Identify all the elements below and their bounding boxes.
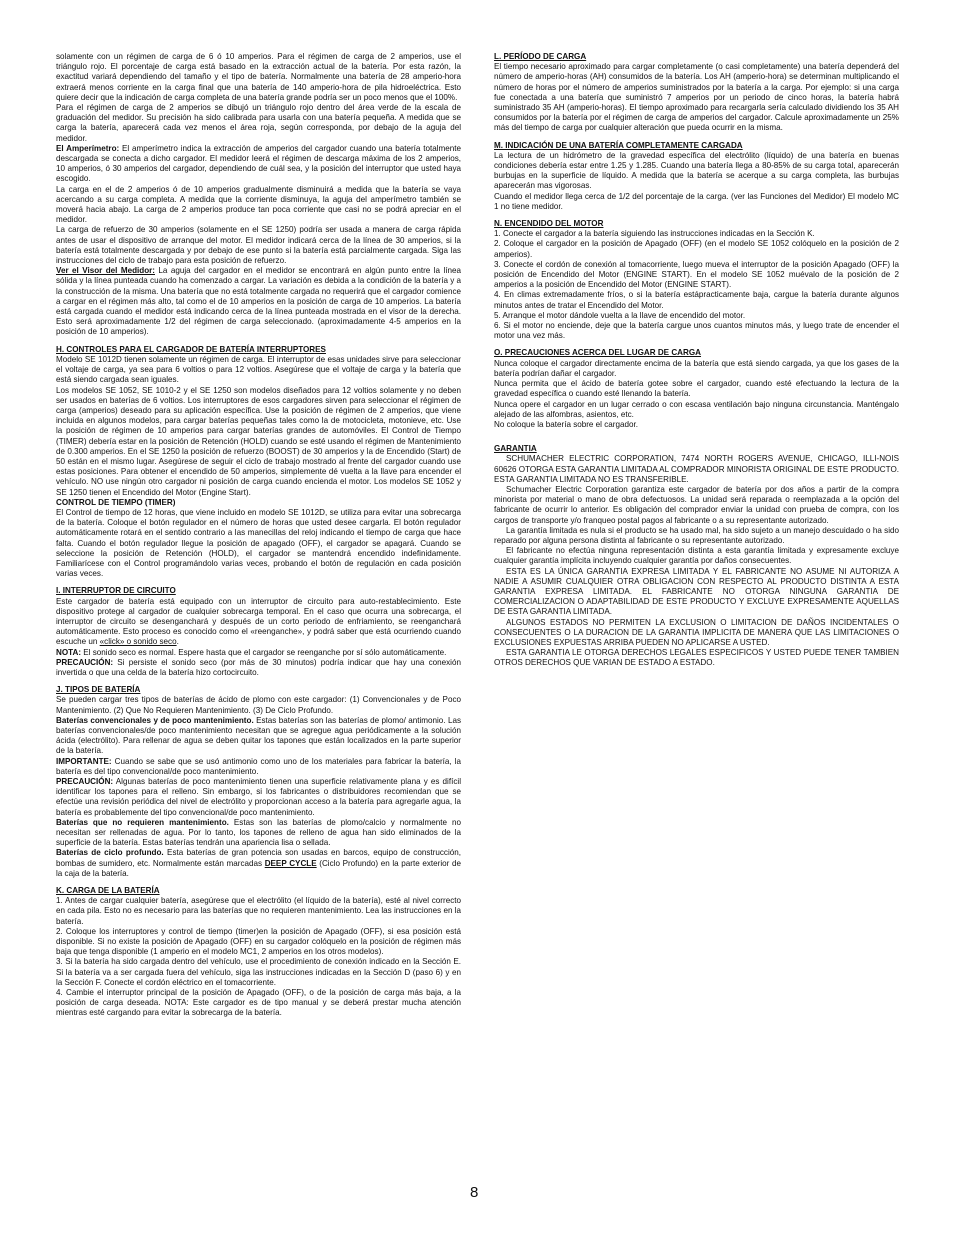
paragraph: Modelo SE 1012D tienen solamente un régimen de carga. El interruptor de esas unidades sirve para seleccionar el voltaje de carga, ya sea para 6 voltios o para 12 voltios. Asegúrese que el voltaje de carga y la batería que está siendo cargada sean iguales. — [56, 354, 461, 385]
list-item: 1. Antes de cargar cualquier batería, asegúrese que el electrólito (el líquido de la batería), esté al nivel correcto en cada pila. Esto no es necesario para las baterías que no requieren mantenimiento. Lea las instrucciones en la batería. — [56, 896, 461, 926]
right-column — [494, 52, 899, 669]
paragraph: solamente con un régimen de carga de 6 ó 10 amperios. Para el régimen de carga de 2 amperios, use el triángulo rojo. El porcentaje de carga está basado en la extracción actual de la batería. Por esta razón, la exactitud variará dependiendo del tamaño y el tipo de batería. Normalmente una batería de 28 amperio-hora extraerá menos corriente en la carga final que una batería de 140 amperio-hora de pila hidroeléctrica. Esto quiere decir que la indicación de carga completa de una batería grande podría ser un poco menos que el 100%. — [56, 52, 461, 102]
section-heading: O. PRECAUCIONES ACERCA DEL LUGAR DE CARGA — [494, 348, 702, 358]
section-n-engine-start — [494, 219, 899, 341]
paragraph: La garantía limitada es nula si el producto se ha usado mal, ha sido sujeto a un manejo descuidado o ha sido reparado por alguna persona distinta al fabricante o su representante autorizado. — [494, 525, 899, 545]
paragraph: ALGUNOS ESTADOS NO PERMITEN LA EXCLUSION O LIMITACION DE DAÑOS INCIDENTALES O CONSECUENTES O LA DURACION DE LA GARANTIA IMPLICITA DE MANERA QUE LAS LIMITACIONES O EXCLUSIONES EXPUESTAS ARRIBA PUEDEN NO APLICARSE A USTED. — [494, 617, 899, 647]
page-number: 8 — [470, 1184, 479, 1201]
lead-meter-view: Ver el Visor del Medidor: — [56, 266, 155, 276]
paragraph-caution: PRECAUCIÓN: Si persiste el sonido seco (por más de 30 minutos) podría indicar que hay una conexión invertida o que una celda de la batería hizo cortocircuito. — [56, 657, 461, 677]
section-warranty — [494, 444, 899, 668]
section-i-circuit-breaker — [56, 586, 461, 678]
paragraph: Este cargador de batería está equipado con un interruptor de circuito para auto-restablecimiento. Este dispositivo protege al cargador de cualquier sobrecarga temporal. En el caso que ocurra una sobrecarga, el interruptor de circuito se desenganchará y después de un corto periodo de enfriamiento, se reenganchará automáticamente. Esto proceso es conocido como el «reenganche», y podrá saber que está ocurriendo cuando escuche un «click» o sonido seco. — [56, 596, 461, 647]
section-j-battery-types — [56, 685, 461, 879]
paragraph: La carga en el de 2 amperios ó de 10 amperios gradualmente disminuirá a medida que la batería se vaya acercando a su carga completa. A medida que la corriente disminuya, la aguja del amperímetro también se moverá hacia abajo. La carga de 2 amperios produce tan poca corriente que casi no se podrá apreciar en el medidor. — [56, 184, 461, 225]
section-heading: L. PERÍODO DE CARGA — [494, 52, 587, 61]
paragraph-note: NOTA: El sonido seco es normal. Espere hasta que el cargador se reenganche por sí sólo automáticamente. — [56, 647, 447, 657]
section-heading: H. CONTROLES PARA EL CARGADOR DE BATERÍA INTERRUPTORES — [56, 344, 326, 354]
section-heading: M. INDICACIÓN DE UNA BATERÍA COMPLETAMENTE CARGADA — [494, 140, 743, 150]
paragraph: No coloque la batería sobre el cargador. — [494, 419, 638, 429]
list-item: 4. En climas extremadamente fríos, o si la batería estápracticamente baja, cargue la batería durante algunos minutos antes de tratar el Encendido del Motor. — [494, 290, 899, 310]
paragraph-ammeter: El Amperímetro: El amperímetro indica la extracción de amperios del cargador cuando una batería totalmente descargada se conecta a dicho cargador. El medidor leerá el régimen de descarga máxima de los 2 amperios, 10 amperios, ó 30 amperios del cargador, dependiendo de cuál sea, y la posición del interruptor que usted haya escogido. — [56, 143, 461, 184]
paragraph: Nunca coloque el cargador directamente encima de la batería que está siendo cargada, ya que los gases de la batería podrían dañar el cargador. — [494, 358, 899, 378]
section-heading: K. CARGA DE LA BATERÍA — [56, 886, 160, 896]
paragraph: El fabricante no efectúa ninguna representación distinta a esta garantía limitada y expresamente excluye cualquier garantía implícita incluyendo cualquier garantía por daños consecuentes. — [494, 546, 899, 566]
section-m-full-charge — [494, 141, 899, 212]
paragraph: Los modelos SE 1052, SE 1010-2 y el SE 1250 son modelos diseñados para 12 voltios solamente y no deben ser usados en baterías de 6 voltios. Los interruptores de esos cargadores sirven para seleccionar el régimen de carga (amperios) deseado para su aplicación específica. Use la posición de régimen de 2 amperios, que viene incluida en algunos modelos, para cargar baterías pequeñas tales como la de motocicleta, motonieve, etc. Use la posición de régimen de 10 amperios para cargar baterías grandes de automóviles. El Control de Tiempo (TIMER) debería estar en la posición de Retención (HOLD) cuando se esté usando el régimen de Mantenimiento de 0.300 amperios. En el SE 1250 la posición de refuerzo (BOOST) de 30 amperios y la de Encendido (Start) de 50 están en el mismo lugar. Asegúrese de seguir el ciclo de trabajo mostrado al frente del cargador cuando use estas posiciones. Para obtener el encendido de 50 amperios, simplemente dé vuelta a la llave para encender el vehículo. NO use ningún otro cargador ni posición de carga cuando encienda el motor. Los modelos SE 1052 y SE 1250 tienen el Encendido del Motor (Engine Start). — [56, 385, 461, 497]
list-item: 1. Conecte el cargador a la batería siguiendo las instrucciones indicadas en la Sección K. — [494, 229, 815, 239]
list-item: 2. Coloque los interruptores y control de tiempo (timer)en la posición de Apagado (OFF), si esa posición está disponible. Si no existe la posición de Apagado (OFF) en su cargador colóquelo en la posición de régimen más baja que tenga disponible (1 amperio en el modelo MC1, 2 amperios en los otros modelos). — [56, 926, 461, 957]
list-item: 5. Arranque el motor dándole vuelta a la llave de encendido del motor. — [494, 310, 746, 320]
paragraph: SCHUMACHER ELECTRIC CORPORATION, 7474 NORTH ROGERS AVENUE, CHICAGO, ILLI-NOIS 60626 OTORGA ESTA GARANTIA LIMITADA AL COMPRADOR MINORISTA ORIGINAL DE ESTE PRODUCTO. ESTA GARANTIA LIMITADA NO ES TRANSFERIBLE. — [494, 454, 899, 484]
left-column — [56, 52, 461, 1019]
paragraph: Se pueden cargar tres tipos de baterías de ácido de plomo con este cargador: (1) Convencionales y de Poco Mantenimiento. (2) Que No Requieren Mantenimiento. (3) De Ciclo Profundo. — [56, 695, 461, 715]
paragraph-meter-view: Ver el Visor del Medidor: La aguja del cargador en el medidor se encontrará en algún punto entre la línea sólida y la línea punteada cuando ha comenzado a cargar. La variación es debida a la condición de la batería y a la construcción de la misma. Una batería que no está totalmente cargada no requerirá que el cargador comience a cargar en el régimen más alto, tal como el de 10 amperios en la posición de carga de 10 amperios. La batería está cargada cuando el medidor está indicando cerca de la línea punteada mostrada en el visor de la derecha. Esto será aproximadamente 1/2 del régimen de carga seleccionado. (aproximadamente 4-5 amperios en la posición de 10 amperios). — [56, 266, 461, 337]
paragraph: Cuando el medidor llega cerca de 1/2 del porcentaje de la carga. (ver las Funciones del Medidor) El modelo MC 1 no tiene medidor. — [494, 191, 899, 211]
paragraph: Schumacher Electric Corporation garantiza este cargador de batería por dos años a partir de la compra minorista por material o mano de obra defectuosos. La unidad será reparada o reemplazada a la opción del fabricante de ocurrir lo anterior. Es obligación del comprador enviar la unidad con prueba de compra, con los cargos de transporte y/o franqueo postal pagos al fabricante o a su representante autorizado. — [494, 484, 899, 525]
lead-ammeter: El Amperímetro: — [56, 143, 120, 153]
paragraph: PRECAUCIÓN: Algunas baterías de poco mantenimiento tienen una superficie relativamente plana y es difícil identificar los tapones para el relleno. Sin embargo, si los fabricantes o distribuidores recomiendan que se efectúe una revisión periódica del nivel de electrólito y proporcionan acceso a la batería para agregarle agua, la batería es probablemente del tipo convencional/de poco mantenimiento. — [56, 777, 461, 817]
section-heading: I. INTERRUPTOR DE CIRCUITO — [56, 586, 176, 596]
paragraph: ESTA GARANTIA LE OTORGA DERECHOS LEGALES ESPECIFICOS Y USTED PUEDE TENER TAMBIEN OTROS DERECHOS QUE VARIAN DE ESTADO A ESTADO. — [494, 648, 899, 668]
paragraph: El tiempo necesario aproximado para cargar completamente (o casi completamente) una batería dependerá del número de amperio-horas (AH) consumidos de la batería. Los AH (amperio-hora) se determinan multiplicando el número de horas por el número de amperios suministrados por la batería a la carga. Por ejemplo: si una carga fue conectada a una batería que suministró 7 amperios por un periodo de cinco horas, la batería habrá suministrado 35 AH (amperio-horas). El tiempo aproximado para recargarla sería calculado dividiendo los 35 AH consumidos por la batería por el régimen de carga de amperios del cargador. Calcule aproximadamente un 25% más del tiempo de carga por cualquier alteración que pueda ocurrir en la misma. — [494, 62, 899, 133]
paragraph: El Control de tiempo de 12 horas, que viene incluido en modelo SE 1012D, se utiliza para evitar una sobrecarga de la batería. Coloque el botón regulador en el número de horas que usted desee cargarla. El botón regulador automáticamente rotará en el sentido contrario a las manecillas del reloj indicando el tiempo de carga que hace falta. Cuando el botón regulador llegue la posición de apagado (OFF), el cargador se apagará. Cuando se seleccione la posición de Retención (HOLD), el cargador se mantendrá encendido indefinidamente. Familiarícese con el Control programándolo varias veces, probando el botón de regulación en cada posición varias veces. — [56, 507, 461, 579]
list-item: 4. Cambie el interruptor principal de la posición de Apagado (OFF), o de la posición de carga más baja, a la posición de carga deseada. NOTA: Este cargador es de tipo manual y se deberá prestar mucha atención mientras esté cargando para evitar la sobrecarga de la batería. — [56, 988, 461, 1018]
section-o-location-precautions — [494, 348, 899, 430]
section-heading: GARANTIA — [494, 444, 537, 454]
list-item: 6. Si el motor no enciende, deje que la batería cargue unos cuantos minutos más, y luego trate de encender el motor una vez más. — [494, 321, 899, 341]
paragraph: Baterías de ciclo profundo. Esta baterías de gran potencia son usadas en barcos, equipo de construcción, bombas de sumidero, etc. Normalmente están marcadas DEEP CYCLE (Ciclo Profundo) en la parte exterior de la caja de la batería. — [56, 848, 461, 878]
paragraph: Para el régimen de carga de 2 amperios se dibujó un triángulo rojo dentro del área verde de la escala de graduación del medidor. Su precisión ha sido calibrada para usarla con una batería pequeña. A medida que se carga la batería, aparecerá cada vez menos el área roja, según corresponda, por debajo de la aguja del medidor. — [56, 103, 461, 143]
paragraph: ESTA ES LA ÚNICA GARANTIA EXPRESA LIMITADA Y EL FABRICANTE NO ASUME NI AUTORIZA A NADIE A ASUMIR CUALQUIER OTRA OBLIGACION CON RESPECTO AL PRODUCTO DISTINTA A ESTA GARANTIA EXPRESA LIMITADA. EL FABRICANTE NO OTORGA NINGUNA GARANTIA DE COMERCIALIZACION O ADAPTABILIDAD DE ESTE PRODUCTO Y EXCLUYE EXPRESAMENTE AQUELLAS DE ESTA GARANTIA LIMITADA. — [494, 566, 899, 617]
click-sound-text: «click» o sonido seco — [99, 637, 177, 647]
paragraph: IMPORTANTE: Cuando se sabe que se usó antimonio como uno de los materiales para fabricar la batería, la batería es del tipo convencional/de poco mantenimiento. — [56, 756, 461, 776]
section-heading: N. ENCENDIDO DEL MOTOR — [494, 219, 604, 229]
section-meter-intro — [56, 52, 461, 338]
section-l-charge-period — [494, 52, 899, 134]
section-h-controls — [56, 345, 461, 580]
paragraph: La lectura de un hidrómetro de la gravedad específica del electrólito (líquido) de una batería en buenas condiciones debería estar entre 1.25 y 1.285. Cuando una batería llega a 80-85% de su carga total, aparecerán burbujas en la superficie de líquido. A medida que la batería se acerque a su carga completa, las burbujas aparecerán mas vigorosas. — [494, 150, 899, 191]
paragraph: Nunca opere el cargador en un lugar cerrado o con escasa ventilación bajo ninguna circunstancia. Manténgalo alejado de las alfombras, asientos, etc. — [494, 399, 899, 419]
section-heading: J. TIPOS DE BATERÍA — [56, 685, 141, 695]
list-item: 3. Conecte el cordón de conexión al tomacorriente, luego mueva el interruptor de la posición Apagado (OFF) la posición de Encendido del Motor (ENGINE START). En el modelo SE 1052 muévalo de la posición de 2 amperios a la posición de Encendido del Motor (ENGINE START). — [494, 259, 899, 290]
section-k-charging — [56, 886, 461, 1019]
paragraph: Nunca permita que el ácido de batería gotee sobre el cargador, cuando esté efectuando la lectura de la gravedad específica o cuando esté llenando la batería. — [494, 379, 899, 399]
list-item: 3. Si la batería ha sido cargada dentro del vehículo, use el procedimiento de conexión indicado en la Sección E. Si la batería va a ser cargada fuera del vehículo, siga las instrucciones indicadas en la Sección D (paso 6) y en la Sección F. Conecte el cordón eléctrico en el tomacorriente. — [56, 957, 461, 987]
paragraph: La carga de refuerzo de 30 amperios (solamente en el SE 1250) podría ser usada a manera de carga rápida antes de usar el dispositivo de arranque del motor. El medidor indicará cerca de la línea de 30 amperios, si la batería está totalmente descargada y por debajo de ese punto si la batería está parcialmente cargada. Siga las instrucciones del ciclo de trabajo para esta posición de refuerzo. — [56, 225, 461, 266]
deep-cycle-mark: DEEP CYCLE — [264, 858, 317, 868]
paragraph: Baterías convencionales y de poco mantenimiento. Estas baterías son las baterías de plomo/ antimonio. Las baterías convencionales/de poco mantenimiento necesitan que se agregue agua periódicamente a la solución ácida (electrólito). Para rellenar de agua se deben quitar los tapones que están localizados en la parte superior de la batería. — [56, 715, 461, 756]
subheading-timer: CONTROL DE TIEMPO (TIMER) — [56, 497, 176, 507]
list-item: 2. Coloque el cargador en la posición de Apagado (OFF) (en el modelo SE 1052 colóquelo en la posición de 2 amperios). — [494, 239, 899, 259]
paragraph: Baterías que no requieren mantenimiento. Estas son las baterías de plomo/calcio y normalmente no necesitan ser rellenadas de agua. Por lo tanto, los tapones de relleno de agua han sido eliminados de la superficie de la batería. Estas baterías tendrán una apariencia lisa o sellada. — [56, 817, 461, 848]
